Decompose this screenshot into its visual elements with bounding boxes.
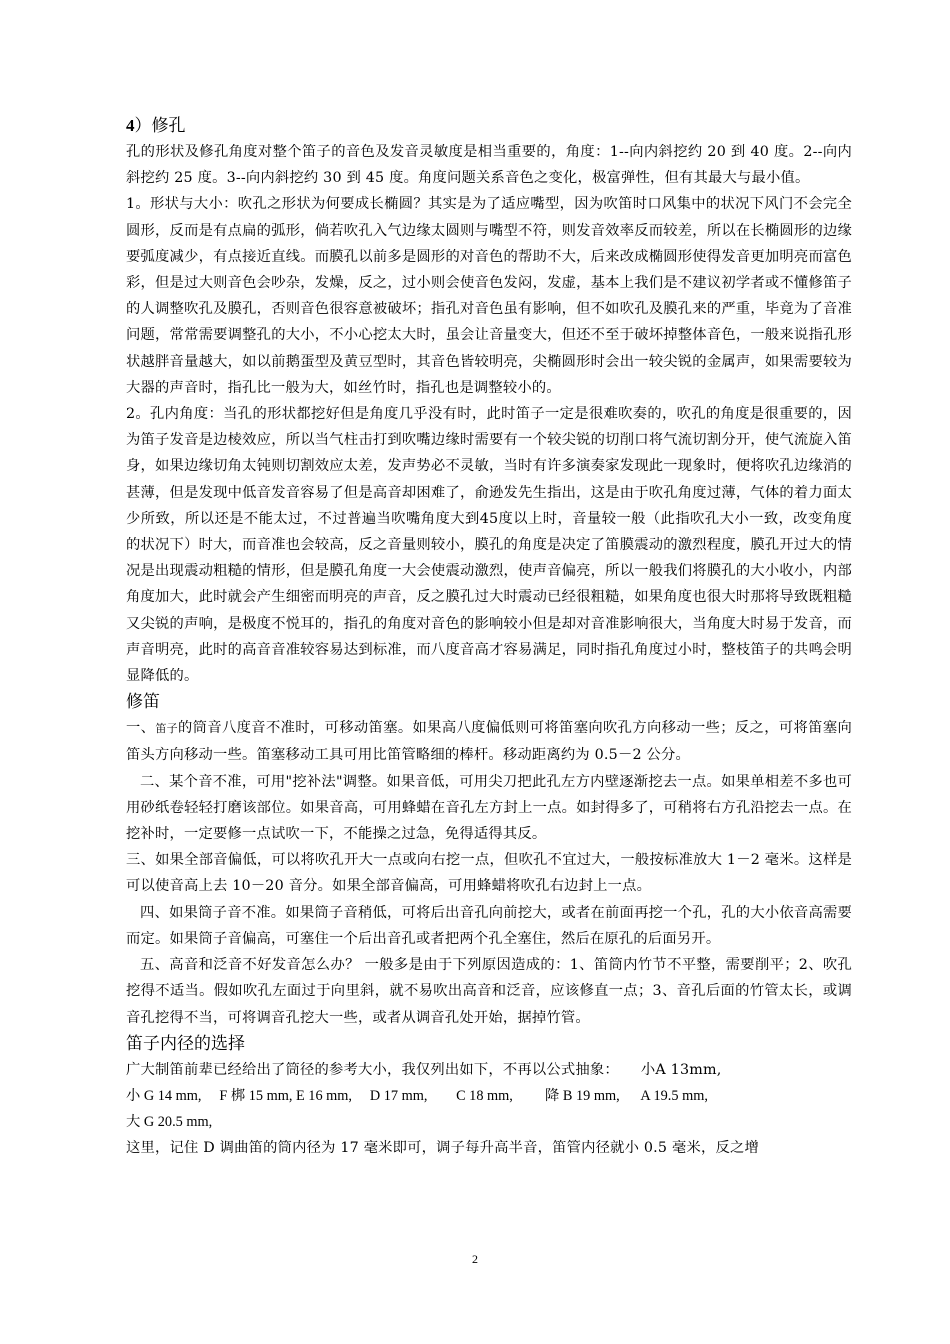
paragraph-inner-angle: 2。孔内角度：当孔的形状都挖好但是角度几乎没有时，此时笛子一定是很难吹奏的，吹孔的角度是很重要的，因为笛子发音是边棱效应，所以当气柱击打到吹嘴边缘时需要有一个较尖锐的切削口将气流切割分开，使气流旋入笛身，如果边缘切角太钝则切割效应太差，发声势必不灵敏，当时有许多演奏家发现此一现象时，便将吹孔边缘消的甚薄，但是发现中低音发音容易了但是高音却困难了，俞逊发先生指出，这是由于吹孔角度过薄，气体的着力面太少所致，所以还是不能太过，不过普遍当吹嘴角度大到45度以上时，音量较一般（此指吹孔大小一致，改变角度的状况下）时大，而音准也会较高，反之音量则较小，膜孔的角度是决定了笛膜震动的激烈程度，膜孔开过大的情况是出现震动粗糙的情形，但是膜孔角度一大会使震动激烈，使声音偏亮，所以一般我们将膜孔的大小收小，内部角度加大，此时就会产生细密而明亮的声音，反之膜孔过大时震动已经很粗糙，如果角度也很大时那将导致既粗糙又尖锐的声响，是极度不悦耳的，指孔的角度对音色的影响较小但是却对音准影响很大，当角度大时易于发音，而声音明亮，此时的高音音准较容易达到标准，而八度音高才容易满足，同时指孔角度过小时，整枝笛子的共鸣会明显降低的。 [126,406,852,685]
bore-size-f-e: F 梆 15 mm, E 16 mm, [219,1087,352,1104]
step-1-prefix: 一、 [126,720,156,737]
bore-size-b-flat: 降 B 19 mm, [545,1087,620,1104]
repair-step-2: 二、某个音不准，可用"挖补法"调整。如果音低，可用尖刀把此孔左方内壁逐渐挖去一点。如果单相差不多也可用砂纸卷轻轻打磨该部位。如果音高，可用蜂蜡在音孔左方封上一点。如封得多了，可稍将右方孔沿挖去一点。在挖补时，一定要修一点试吹一下，不能操之过急，免得适得其反。 [126,773,852,843]
page-content [126,113,852,1161]
repair-step-4: 四、如果筒子音不准。如果筒子音稍低，可将后出音孔向前挖大，或者在前面再挖一个孔，孔的大小依音高需要而定。如果筒子音偏高，可塞住一个后出音孔或者把两个孔全塞住，然后在原孔的后面另开。 [126,904,852,947]
section-heading-xiudi: 修笛 [126,692,160,713]
repair-step-3: 三、如果全部音偏低，可以将吹孔开大一点或向右挖一点，但吹孔不宜过大，一般按标准放大 1－2 毫米。这样是可以使音高上去 10－20 音分。如果全部音偏高，可用蜂蜡将吹孔右边封上一点。 [126,852,852,895]
repair-step-5: 五、高音和泛音不好发音怎么办？ 一般多是由于下列原因造成的：1、笛筒内竹节不平整，需要削平；2、吹孔挖得不适当。假如吹孔左面过于向里斜，就不易吹出高音和泛音，应该修直一点；3、音孔后面的竹管太长，或调音孔挖得不当，可将调音孔挖大一些，或者从调音孔处开始，据掉竹管。 [126,957,852,1026]
bore-size-g-small: 小 G 14 mm, [126,1087,202,1104]
bore-size-a-small: 小A 13mm, [640,1061,722,1078]
section-title: ）修孔 [134,116,186,136]
bore-intro-text: 广大制笛前辈已经给出了筒径的参考大小，我仅列出如下，不再以公式抽象： [126,1061,619,1078]
section-heading-xiukong [126,113,852,139]
bore-size-d: D 17 mm, [369,1087,428,1104]
repair-step-1 [126,715,852,768]
step-1-text: 的筒音八度音不准时，可移动笛塞。如果高八度偏低则可将笛塞向吹孔方向移动一些；反之，可将笛塞向笛头方向移动一些。笛塞移动工具可用比笛管略细的棒杆。移动距离约为 0.5－2 公分。 [126,720,852,764]
paragraph-shape-size: 1。形状与大小：吹孔之形状为何要成长椭圆？其实是为了适应嘴型，因为吹笛时口风集中的状况下风门不会完全圆形，反而是有点扁的弧形，倘若吹孔入气边缘太圆则与嘴型不符，则发音效率反而较差，所以在长椭圆形的边缘要弧度减少，有点接近直线。而膜孔以前多是圆形的对音色的帮助不大，后来改成椭圆形使得发音更加明亮而富色彩，但是过大则音色会吵杂，发燥，反之，过小则会使音色发闷，发虚，基本上我们是不建议初学者或不懂修笛子的人调整吹孔及膜孔，否则音色很容意被破坏；指孔对音色虽有影响，但不如吹孔及膜孔来的严重，毕竟为了音准问题，常常需要调整孔的大小，不小心挖太大时，虽会让音量变大，但还不至于破坏掉整体音色，一般来说指孔形状越胖音量越大，如以前鹅蛋型及黄豆型时，其音色皆较明亮，尖椭圆形时会出一较尖锐的金属声，如果需要较为大器的声音时，指孔比一般为大，如丝竹时，指孔也是调整较小的。 [126,196,852,396]
step-1-small-text: 笛子 [155,722,179,736]
section-heading-bore: 笛子内径的选择 [126,1033,245,1054]
paragraph-intro: 孔的形状及修孔角度对整个笛子的音色及发音灵敏度是相当重要的，角度：1--向内斜挖约 20 到 40 度。2--向内斜挖约 25 度。3--向内斜挖约 30 到 45 度。角度问题关系音色之变化，极富弹性，但有其最大与最小值。 [126,144,852,187]
bore-closing: 这里，记住 D 调曲笛的筒内径为 17 毫米即可，调子每升高半音，笛管内径就小 0.5 毫米，反之增 [126,1139,759,1156]
section-number: 4 [126,116,135,135]
page-number: 2 [472,1252,478,1266]
bore-size-c: C 18 mm, [456,1087,513,1104]
bore-intro [126,1057,852,1083]
bore-size-a: A 19.5 mm, [640,1087,708,1104]
bore-sizes-line-2: 大 G 20.5 mm, [126,1113,213,1130]
bore-sizes-line-1 [126,1083,852,1109]
